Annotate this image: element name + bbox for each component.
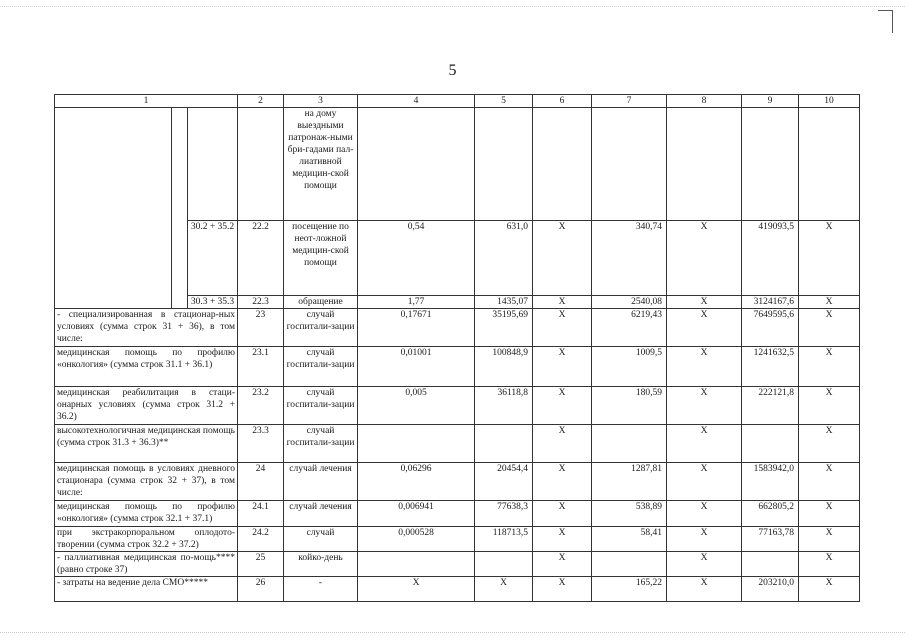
header-cell: 3	[284, 95, 358, 108]
value-cell	[358, 108, 475, 221]
unit-cell: случай госпитали-зации	[284, 387, 358, 425]
unit-cell: случай лечения	[284, 501, 358, 527]
table-row	[55, 309, 860, 347]
value-cell: X	[667, 309, 742, 347]
value-cell: X	[533, 425, 592, 463]
value-cell: 3124167,6	[742, 296, 799, 309]
value-cell: 6219,43	[592, 309, 667, 347]
table-row	[55, 347, 860, 387]
row-name-cell: - специализированная в стационар-ных условиях (сумма строк 31 + 36), в том числе:	[55, 309, 238, 347]
value-cell: 1009,5	[592, 347, 667, 387]
value-cell: X	[533, 296, 592, 309]
value-cell: 222121,8	[742, 387, 799, 425]
value-cell	[592, 425, 667, 463]
value-cell	[742, 552, 799, 577]
value-cell	[592, 108, 667, 221]
value-cell: X	[799, 425, 860, 463]
value-cell: 538,89	[592, 501, 667, 527]
header-cell: 4	[358, 95, 475, 108]
value-cell: 118713,5	[475, 527, 533, 552]
row-name-cell: медицинская помощь по профилю «онкология» (сумма строк 32.1 + 37.1)	[55, 501, 238, 527]
header-cell: 1	[55, 95, 238, 108]
value-cell: 180,59	[592, 387, 667, 425]
value-cell: 662805,2	[742, 501, 799, 527]
value-cell: X	[799, 577, 860, 602]
header-row	[55, 95, 860, 108]
unit-cell: на дому выездными патронаж-ными бри-гадами пал-лиативной медицин-ской помощи	[284, 108, 358, 221]
unit-cell: случай лечения	[284, 463, 358, 501]
value-cell: 0,01001	[358, 347, 475, 387]
value-cell: X	[533, 463, 592, 501]
value-cell: X	[533, 552, 592, 577]
value-cell: 20454,4	[475, 463, 533, 501]
source-lines-cell: 30.3 + 35.3	[188, 296, 238, 309]
value-cell: 419093,5	[742, 221, 799, 296]
line-number-cell: 23.3	[238, 425, 284, 463]
value-cell: 2540,08	[592, 296, 667, 309]
value-cell: 7649595,6	[742, 309, 799, 347]
table-row	[55, 463, 860, 501]
line-number-cell: 24	[238, 463, 284, 501]
value-cell: 1241632,5	[742, 347, 799, 387]
header-cell: 6	[533, 95, 592, 108]
value-cell: X	[533, 221, 592, 296]
value-cell: 1,77	[358, 296, 475, 309]
table-row	[55, 387, 860, 425]
tariff-table	[54, 94, 860, 602]
value-cell: X	[667, 347, 742, 387]
table-row	[55, 527, 860, 552]
value-cell: 0,006941	[358, 501, 475, 527]
value-cell: X	[667, 501, 742, 527]
value-cell	[799, 108, 860, 221]
value-cell: 77163,78	[742, 527, 799, 552]
value-cell: 0,17671	[358, 309, 475, 347]
line-number-cell: 23	[238, 309, 284, 347]
group-spacer-cell	[172, 108, 188, 309]
value-cell: X	[667, 425, 742, 463]
value-cell: 58,41	[592, 527, 667, 552]
value-cell: X	[667, 463, 742, 501]
source-lines-cell	[188, 108, 238, 221]
value-cell: X	[799, 552, 860, 577]
value-cell	[475, 425, 533, 463]
row-name-cell: медицинская помощь по профилю «онкология» (сумма строк 31.1 + 36.1)	[55, 347, 238, 387]
value-cell	[742, 108, 799, 221]
header-cell: 10	[799, 95, 860, 108]
row-name-cell: - паллиативная медицинская по-мощь**** (равно строке 37)	[55, 552, 238, 577]
value-cell: 1583942,0	[742, 463, 799, 501]
value-cell: 0,06296	[358, 463, 475, 501]
value-cell: X	[799, 309, 860, 347]
unit-cell: случай	[284, 527, 358, 552]
value-cell	[592, 552, 667, 577]
value-cell: X	[799, 527, 860, 552]
value-cell: X	[533, 527, 592, 552]
value-cell: X	[667, 527, 742, 552]
row-name-cell: медицинская помощь в условиях дневного стационара (сумма строк 32 + 37), в том числе:	[55, 463, 238, 501]
value-cell	[358, 425, 475, 463]
value-cell: 1287,81	[592, 463, 667, 501]
row-name-cell: при экстракорпоральном оплодото-творении (сумма строк 32.2 + 37.2)	[55, 527, 238, 552]
value-cell: 100848,9	[475, 347, 533, 387]
line-number-cell: 22.3	[238, 296, 284, 309]
unit-cell: обращение	[284, 296, 358, 309]
table-row	[55, 552, 860, 577]
row-name-cell: медицинская реабилитация в стаци-онарных условиях (сумма строк 31.2 + 36.2)	[55, 387, 238, 425]
value-cell: X	[533, 501, 592, 527]
line-number-cell: 24.1	[238, 501, 284, 527]
header-cell: 7	[592, 95, 667, 108]
line-number-cell: 23.1	[238, 347, 284, 387]
value-cell: X	[799, 296, 860, 309]
unit-cell: случай госпитали-зации	[284, 309, 358, 347]
unit-cell: посещение по неот-ложной медицин-ской помощи	[284, 221, 358, 296]
value-cell: X	[799, 347, 860, 387]
header-cell: 9	[742, 95, 799, 108]
value-cell: 340,74	[592, 221, 667, 296]
value-cell: 0,005	[358, 387, 475, 425]
scan-artifact-top	[0, 6, 905, 9]
value-cell: 631,0	[475, 221, 533, 296]
row-name-cell: - затраты на ведение дела СМО*****	[55, 577, 238, 602]
value-cell	[358, 552, 475, 577]
value-cell: X	[358, 577, 475, 602]
value-cell: X	[667, 577, 742, 602]
value-cell: X	[533, 309, 592, 347]
value-cell	[475, 108, 533, 221]
table-row	[55, 425, 860, 463]
group-name-cell	[55, 108, 172, 309]
value-cell: X	[799, 387, 860, 425]
value-cell: 0,54	[358, 221, 475, 296]
value-cell: 77638,3	[475, 501, 533, 527]
page-number: 5	[448, 62, 457, 79]
table-row	[55, 108, 860, 221]
line-number-cell: 25	[238, 552, 284, 577]
value-cell: X	[533, 387, 592, 425]
table-row	[55, 577, 860, 602]
value-cell: X	[475, 577, 533, 602]
value-cell: X	[799, 221, 860, 296]
scan-artifact-bottom	[0, 632, 905, 635]
value-cell: 1435,07	[475, 296, 533, 309]
line-number-cell: 24.2	[238, 527, 284, 552]
value-cell: 36118,8	[475, 387, 533, 425]
line-number-cell: 26	[238, 577, 284, 602]
value-cell: X	[667, 221, 742, 296]
value-cell: X	[667, 387, 742, 425]
value-cell: X	[799, 463, 860, 501]
line-number-cell	[238, 108, 284, 221]
header-cell: 2	[238, 95, 284, 108]
header-cell: 5	[475, 95, 533, 108]
unit-cell: случай госпитали-зации	[284, 425, 358, 463]
value-cell	[475, 552, 533, 577]
source-lines-cell: 30.2 + 35.2	[188, 221, 238, 296]
row-name-cell: высокотехнологичная медицинская помощь (сумма строк 31.3 + 36.3)**	[55, 425, 238, 463]
value-cell: 203210,0	[742, 577, 799, 602]
value-cell	[742, 425, 799, 463]
corner-crop-mark	[878, 10, 893, 33]
value-cell: 0,000528	[358, 527, 475, 552]
value-cell	[533, 108, 592, 221]
value-cell	[667, 108, 742, 221]
table-row	[55, 501, 860, 527]
unit-cell: -	[284, 577, 358, 602]
unit-cell: койко-день	[284, 552, 358, 577]
value-cell: X	[533, 347, 592, 387]
value-cell: 35195,69	[475, 309, 533, 347]
line-number-cell: 22.2	[238, 221, 284, 296]
value-cell: 165,22	[592, 577, 667, 602]
header-cell: 8	[667, 95, 742, 108]
value-cell: X	[667, 296, 742, 309]
unit-cell: случай госпитали-зации	[284, 347, 358, 387]
value-cell: X	[667, 552, 742, 577]
value-cell: X	[799, 501, 860, 527]
value-cell: X	[533, 577, 592, 602]
line-number-cell: 23.2	[238, 387, 284, 425]
